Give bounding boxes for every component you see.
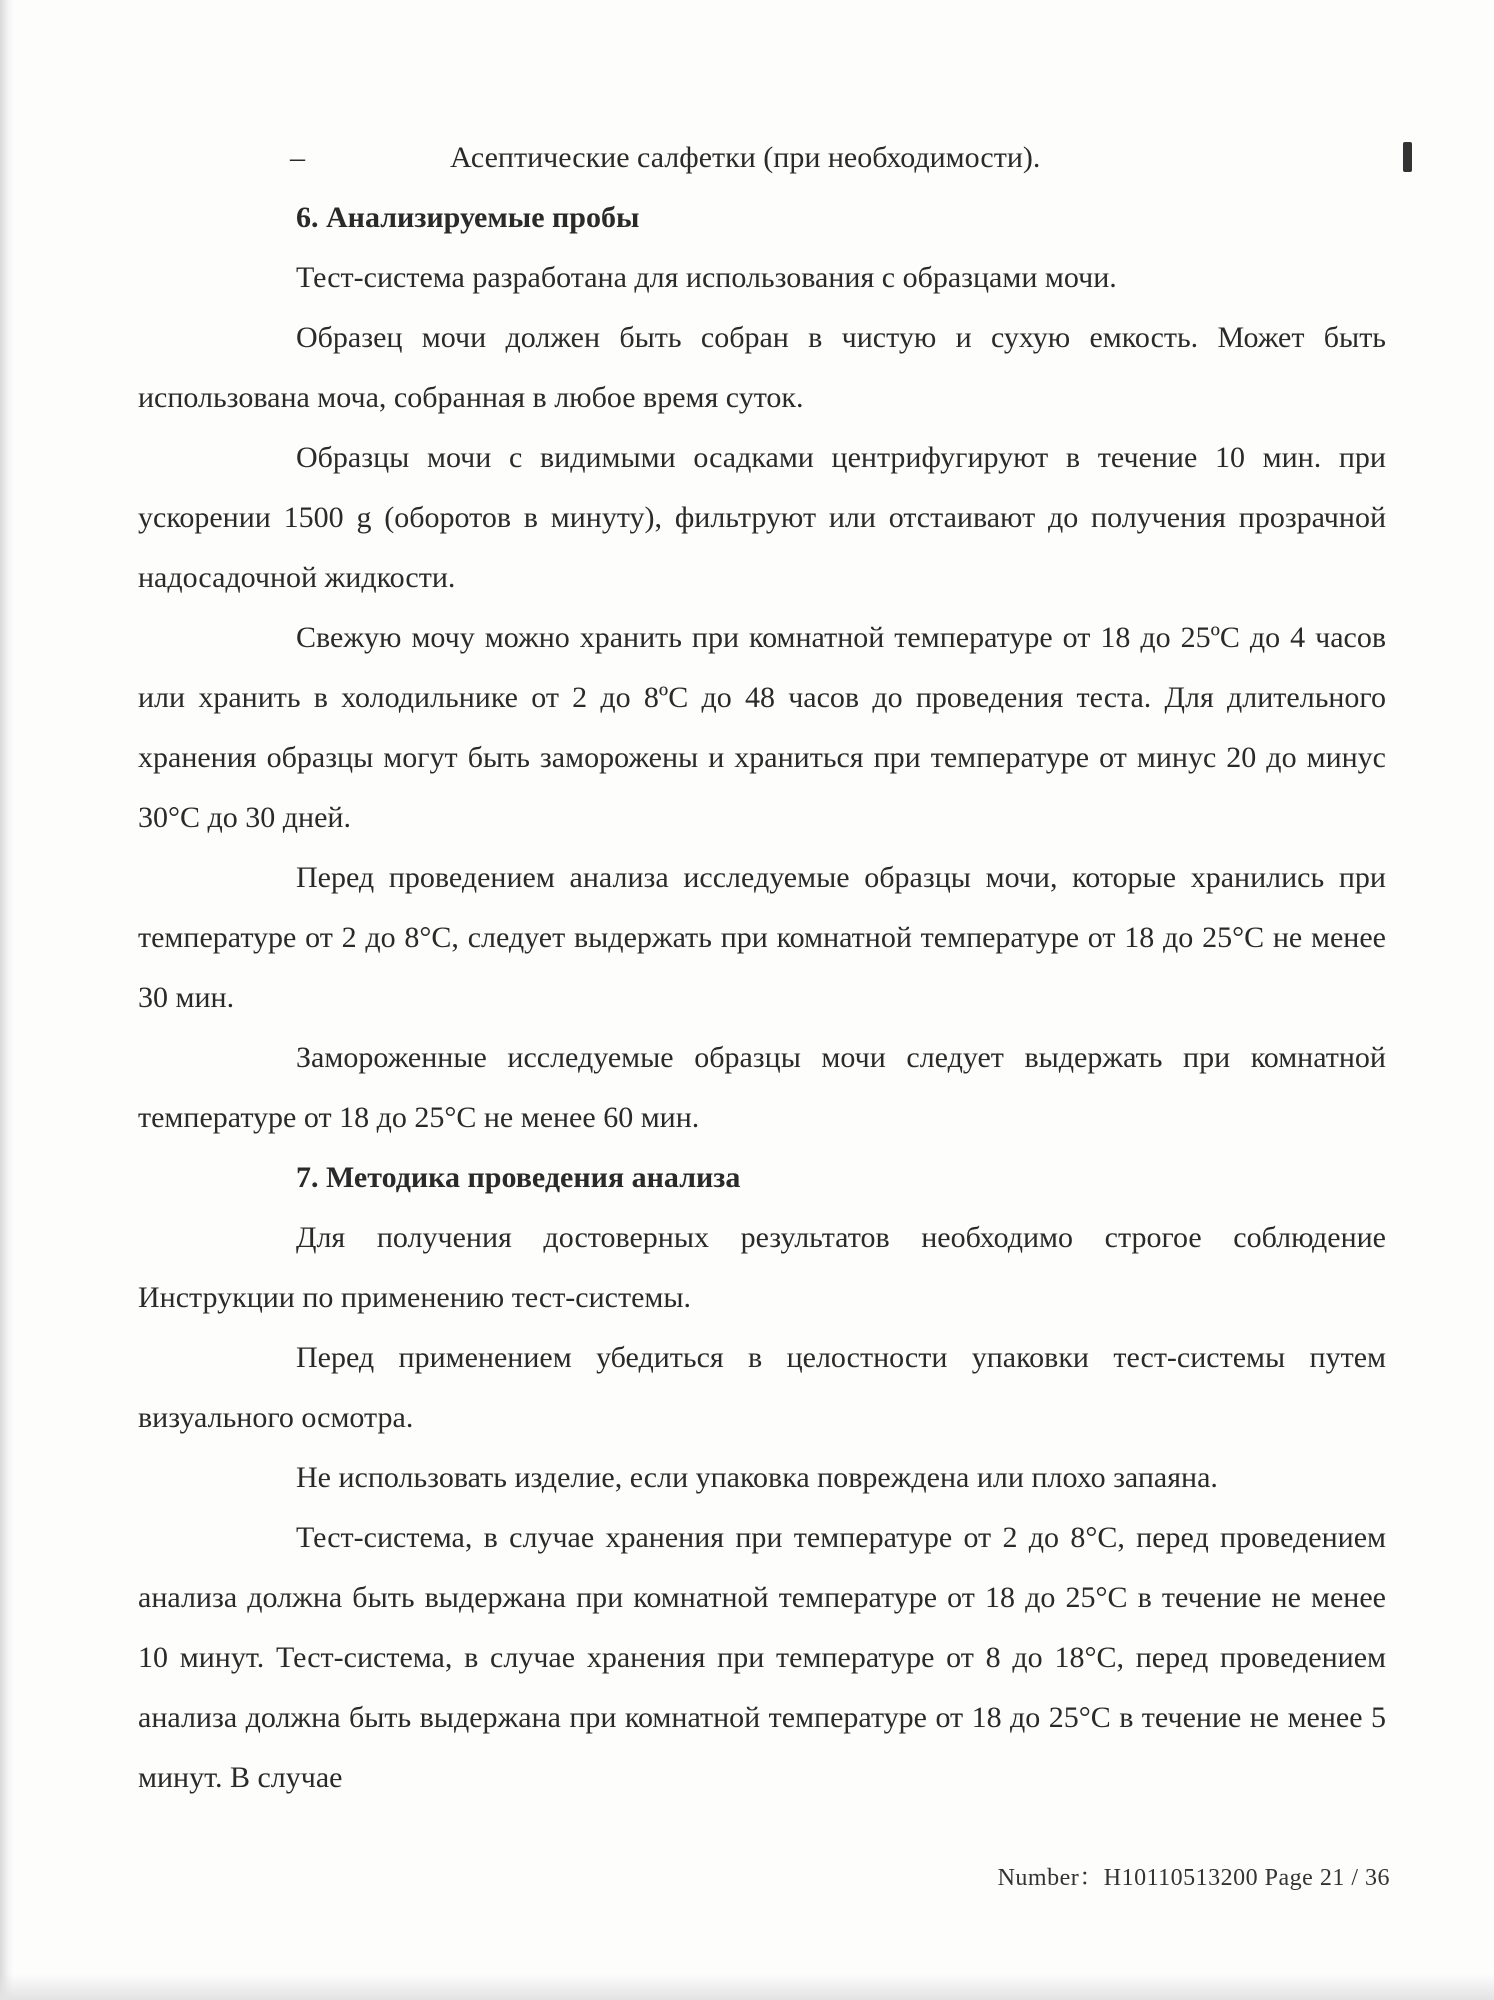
document-body — [138, 128, 1386, 1808]
paragraph: Тест-система разработана для использования с образцами мочи. — [296, 261, 1117, 294]
page-footer: Number：H10110513200 Page 21 / 36 — [997, 1865, 1390, 1891]
paragraph: Для получения достоверных результатов необходимо строгое соблюдение Инструкции по применению тест-системы. — [138, 1221, 1386, 1314]
section-6-heading: 6. Анализируемые пробы — [296, 201, 640, 234]
paragraph: Тест-система, в случае хранения при температуре от 2 до 8°С, перед проведением анализа должна быть выдержана при комнатной температуре от 18 до 25°С в течение не менее 10 минут. Тест-система, в случае хранения при температуре от 8 до 18°С, перед проведением анализа должна быть выдержана при комнатной температуре от 18 до 25°С в течение не менее 5 минут. В случае — [138, 1521, 1386, 1794]
list-item — [138, 128, 1386, 188]
list-dash: – — [290, 141, 305, 174]
scan-speck — [1403, 142, 1412, 172]
paragraph: Образец мочи должен быть собран в чистую и сухую емкость. Может быть использована моча, собранная в любое время суток. — [138, 321, 1386, 414]
paragraph: Образцы мочи с видимыми осадками центрифугируют в течение 10 мин. при ускорении 1500 g (оборотов в минуту), фильтруют или отстаивают до получения прозрачной надосадочной жидкости. — [138, 441, 1386, 594]
section-7-heading: 7. Методика проведения анализа — [296, 1161, 741, 1194]
paragraph: Перед применением убедиться в целостности упаковки тест-системы путем визуального осмотра. — [138, 1341, 1386, 1434]
scan-edge-shadow — [0, 0, 14, 2000]
paragraph: Перед проведением анализа исследуемые образцы мочи, которые хранились при температуре от 2 до 8°С, следует выдержать при комнатной температуре от 18 до 25°С не менее 30 мин. — [138, 861, 1386, 1014]
paragraph: Не использовать изделие, если упаковка повреждена или плохо запаяна. — [296, 1461, 1218, 1494]
paragraph: Свежую мочу можно хранить при комнатной температуре от 18 до 25ºC до 4 часов или хранить в холодильнике от 2 до 8ºC до 48 часов до проведения теста. Для длительного хранения образцы могут быть заморожены и храниться при температуре от минус 20 до минус 30°С до 30 дней. — [138, 621, 1386, 834]
list-item-text: Асептические салфетки (при необходимости). — [450, 141, 1041, 174]
scan-bottom-shadow — [0, 1974, 1494, 2000]
paragraph: Замороженные исследуемые образцы мочи следует выдержать при комнатной температуре от 18 до 25°С не менее 60 мин. — [138, 1041, 1386, 1134]
